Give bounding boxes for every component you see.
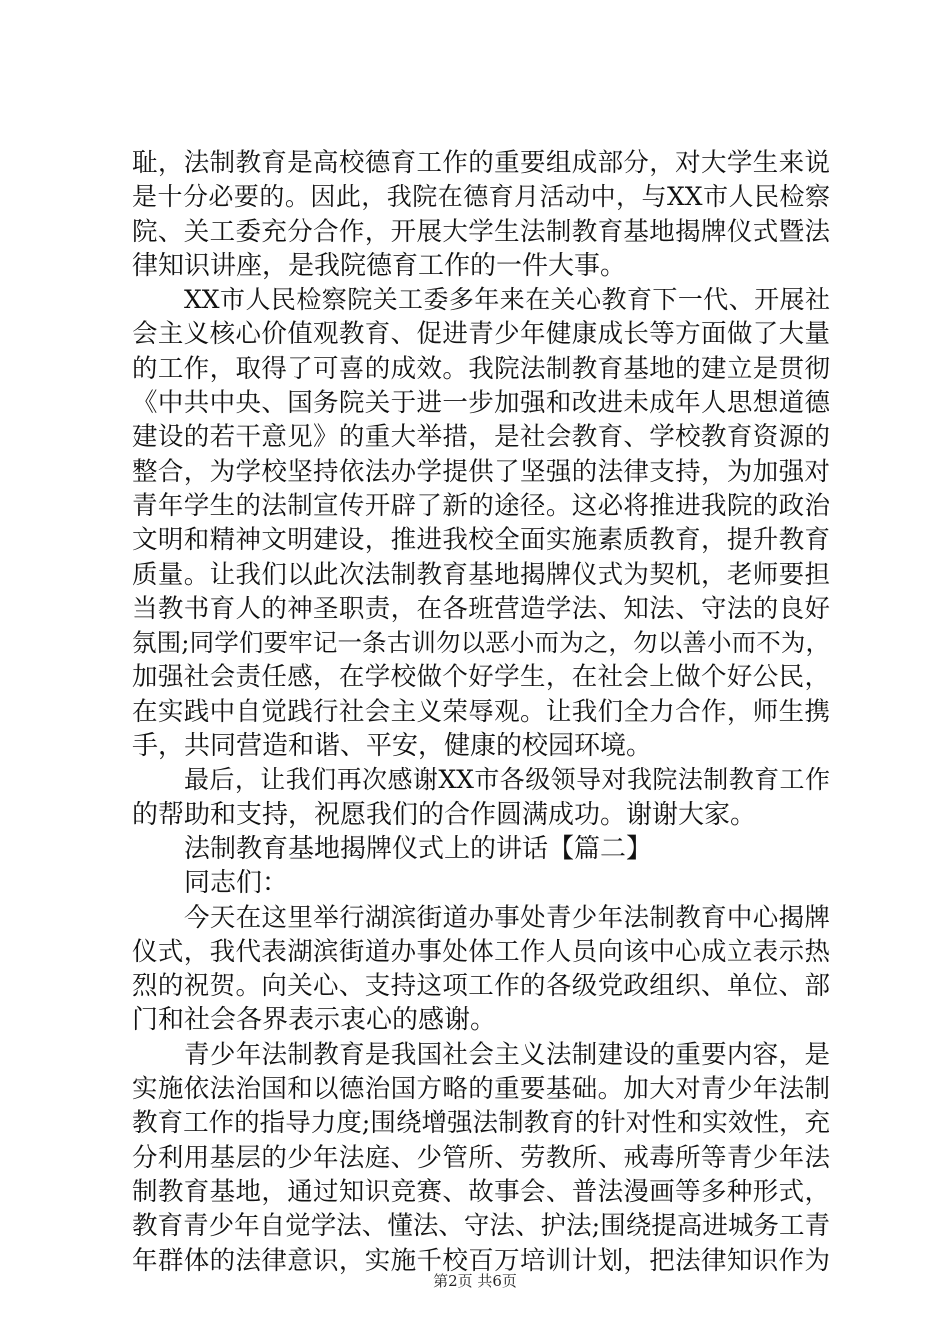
text-line: 加强社会责任感，在学校做个好学生，在社会上做个好公民， xyxy=(132,662,830,693)
text-line: 质量。让我们以此次法制教育基地揭牌仪式为契机，老师要担 xyxy=(132,559,830,590)
text-line: 《中共中央、国务院关于进一步加强和改进未成年人思想道德 xyxy=(132,388,830,419)
text-line: 烈的祝贺。向关心、支持这项工作的各级党政组织、单位、部 xyxy=(132,971,830,1002)
text-line: 在实践中自觉践行社会主义荣辱观。让我们全力合作，师生携 xyxy=(132,696,830,727)
text-line: 教育工作的指导力度;围绕增强法制教育的针对性和实效性，充 xyxy=(132,1108,830,1139)
text-line: 院、关工委充分合作，开展大学生法制教育基地揭牌仪式暨法 xyxy=(132,216,830,247)
text-line: 的帮助和支持，祝愿我们的合作圆满成功。谢谢大家。 xyxy=(132,799,757,830)
text-line: 氛围;同学们要牢记一条古训勿以恶小而为之，勿以善小而不为， xyxy=(132,628,830,658)
text-line: 青年学生的法制宣传开辟了新的途径。这必将推进我院的政治 xyxy=(132,490,830,521)
text-line: 仪式，我代表湖滨街道办事处体工作人员向该中心成立表示热 xyxy=(132,936,830,967)
text-line: 律知识讲座，是我院德育工作的一件大事。 xyxy=(132,250,627,281)
text-line: 青少年法制教育是我国社会主义法制建设的重要内容，是 xyxy=(184,1039,830,1070)
text-line: 整合，为学校坚持依法办学提供了坚强的法律支持，为加强对 xyxy=(132,456,830,487)
text-line: 最后，让我们再次感谢XX市各级领导对我院法制教育工作 xyxy=(184,765,830,795)
text-line: 门和社会各界表示衷心的感谢。 xyxy=(132,1005,497,1036)
text-line: 分利用基层的少年法庭、少管所、劳教所、戒毒所等青少年法 xyxy=(132,1142,830,1173)
text-line: 的工作，取得了可喜的成效。我院法制教育基地的建立是贯彻 xyxy=(132,353,830,384)
text-line: 会主义核心价值观教育、促进青少年健康成长等方面做了大量 xyxy=(132,319,830,350)
text-line: 同志们： xyxy=(184,868,289,899)
text-line: 手，共同营造和谐、平安，健康的校园环境。 xyxy=(132,731,653,762)
text-line: 今天在这里举行湖滨街道办事处青少年法制教育中心揭牌 xyxy=(184,902,830,933)
text-line: XX市人民检察院关工委多年来在关心教育下一代、开展社 xyxy=(184,285,830,315)
page-footer: 第2页 共6页 xyxy=(433,1272,517,1290)
text-line: 是十分必要的。因此，我院在德育月活动中，与XX市人民检察 xyxy=(132,182,830,212)
text-line: 建设的若干意见》的重大举措，是社会教育、学校教育资源的 xyxy=(132,422,830,453)
text-line: 年群体的法律意识，实施千校百万培训计划，把法律知识作为 xyxy=(132,1245,830,1276)
text-line: 当教书育人的神圣职责，在各班营造学法、知法、守法的良好 xyxy=(132,593,830,624)
text-line: 法制教育基地揭牌仪式上的讲话【篇二】 xyxy=(184,833,653,864)
text-line: 文明和精神文明建设，推进我校全面实施素质教育，提升教育 xyxy=(132,525,830,556)
text-line: 实施依法治国和以德治国方略的重要基础。加大对青少年法制 xyxy=(132,1074,830,1105)
document-body xyxy=(132,146,830,1278)
text-line: 耻，法制教育是高校德育工作的重要组成部分，对大学生来说 xyxy=(132,148,830,178)
text-line: 教育青少年自觉学法、懂法、守法、护法;围绕提高进城务工青 xyxy=(132,1211,830,1242)
text-line: 制教育基地，通过知识竞赛、故事会、普法漫画等多种形式， xyxy=(132,1176,830,1207)
